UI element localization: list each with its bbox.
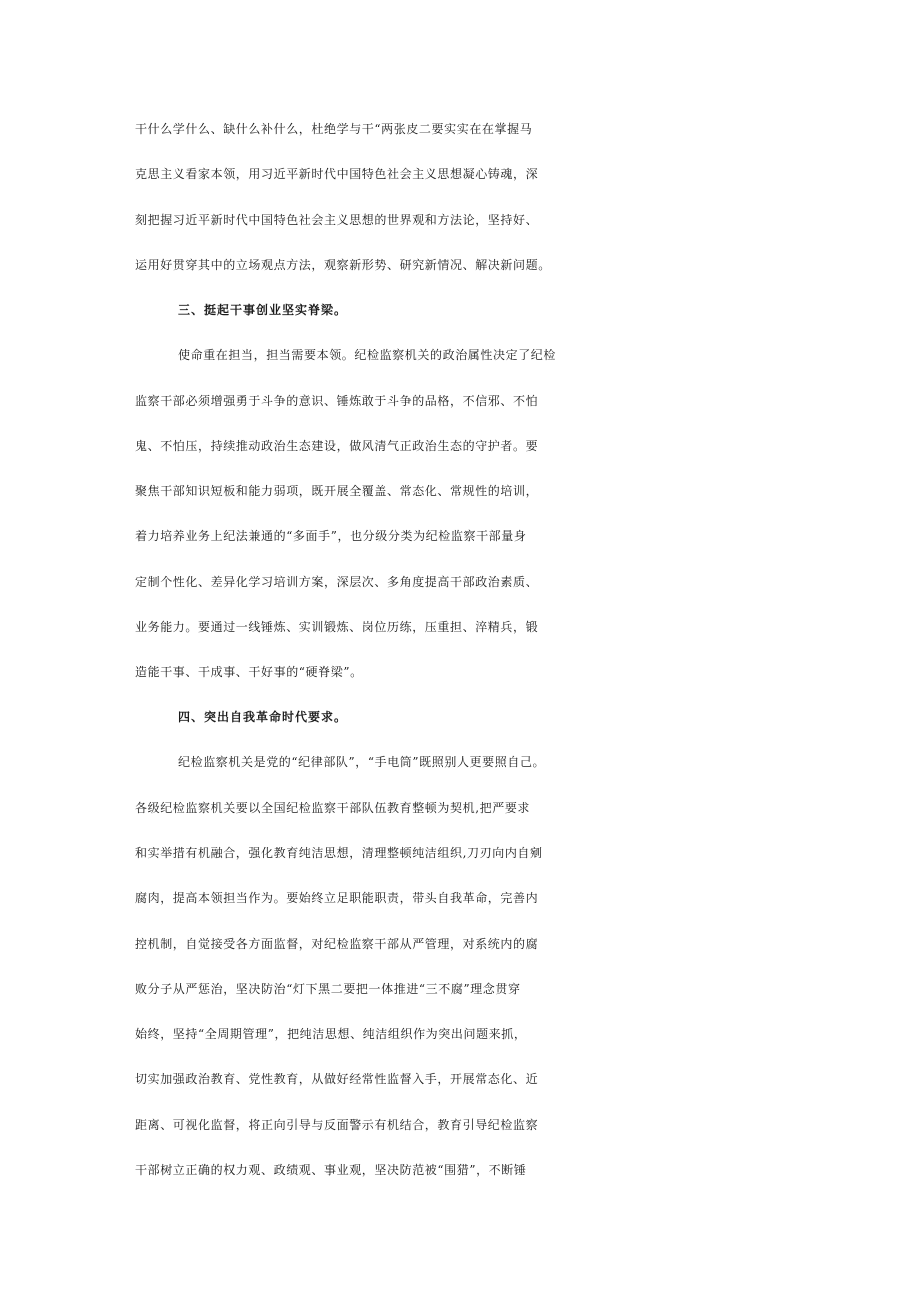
text-line: 造能干事、干成事、干好事的“硬脊梁”。: [135, 665, 363, 679]
text-line: 切实加强政治教育、党性教育，从做好经常性监督入手，开展常态化、近: [135, 1072, 539, 1086]
text-line: 着力培养业务上纪法兼通的“多面手”，也分级分类为纪检监察干部量身: [135, 529, 527, 543]
text-line: 业务能力。要通过一线锤炼、实训锻炼、岗位历练，压重担、淬精兵，锻: [135, 620, 539, 634]
text-line: 干部树立正确的权力观、政绩观、事业观，坚决防范被“围猎”，不断锤: [135, 1163, 527, 1177]
text-line: 聚焦干部知识短板和能力弱项，既开展全覆盖、常态化、常规性的培训，: [135, 484, 539, 498]
text-line: 各级纪检监察机关要以全国纪检监察干部队伍教育整顿为契机,把严要求: [135, 801, 531, 815]
text-line: 定制个性化、差异化学习培训方案，深层次、多角度提高干部政治素质、: [135, 575, 539, 589]
text-line: 控机制，自觉接受各方面监督，对纪检监察干部从严管理，对系统内的腐: [135, 937, 539, 951]
text-line: 刻把握习近平新时代中国特色社会主义思想的世界观和方法论，坚持好、: [135, 213, 539, 227]
text-line: 使命重在担当，担当需要本领。纪检监察机关的政治属性决定了纪检: [178, 348, 557, 362]
text-line: 距离、可视化监督，将正向引导与反面警示有机结合，教育引导纪检监察: [135, 1118, 539, 1132]
text-line: 腐肉，提高本领担当作为。要始终立足职能职责，带头自我革命，完善内: [135, 891, 539, 905]
text-line: 干什么学什么、缺什么补什么，杜绝学与干“两张皮二要实实在在掌握马: [135, 122, 533, 136]
text-line: 运用好贯穿其中的立场观点方法，观察新形势、研究新情况、解决新问题。: [135, 258, 551, 272]
text-line: 纪检监察机关是党的“纪律部队”，“手电筒”既照别人更要照自己。: [178, 755, 546, 769]
section-heading: 三、挺起干事创业坚实脊梁。: [178, 303, 348, 317]
text-line: 监察干部必须增强勇于斗争的意识、锤炼敢于斗争的品格，不信邪、不怕: [135, 394, 539, 408]
text-line: 克思主义看家本领，用习近平新时代中国特色社会主义思想凝心铸魂，深: [135, 167, 539, 181]
text-line: 始终，坚持“全周期管理”，把纯洁思想、纯洁组织作为突出问题来抓，: [135, 1027, 527, 1041]
text-line: 败分子从严惩治，坚决防治“灯下黑二要把一体推进“三不腐”理念贯穿: [135, 982, 521, 996]
text-line: 和实举措有机融合，强化教育纯洁思想，清理整顿纯洁组织,刀刃向内自剜: [135, 846, 543, 860]
section-heading: 四、突出自我革命时代要求。: [178, 710, 348, 724]
text-line: 鬼、不怕压，持续推动政治生态建设，做风清气正政治生态的守护者。要: [135, 439, 539, 453]
